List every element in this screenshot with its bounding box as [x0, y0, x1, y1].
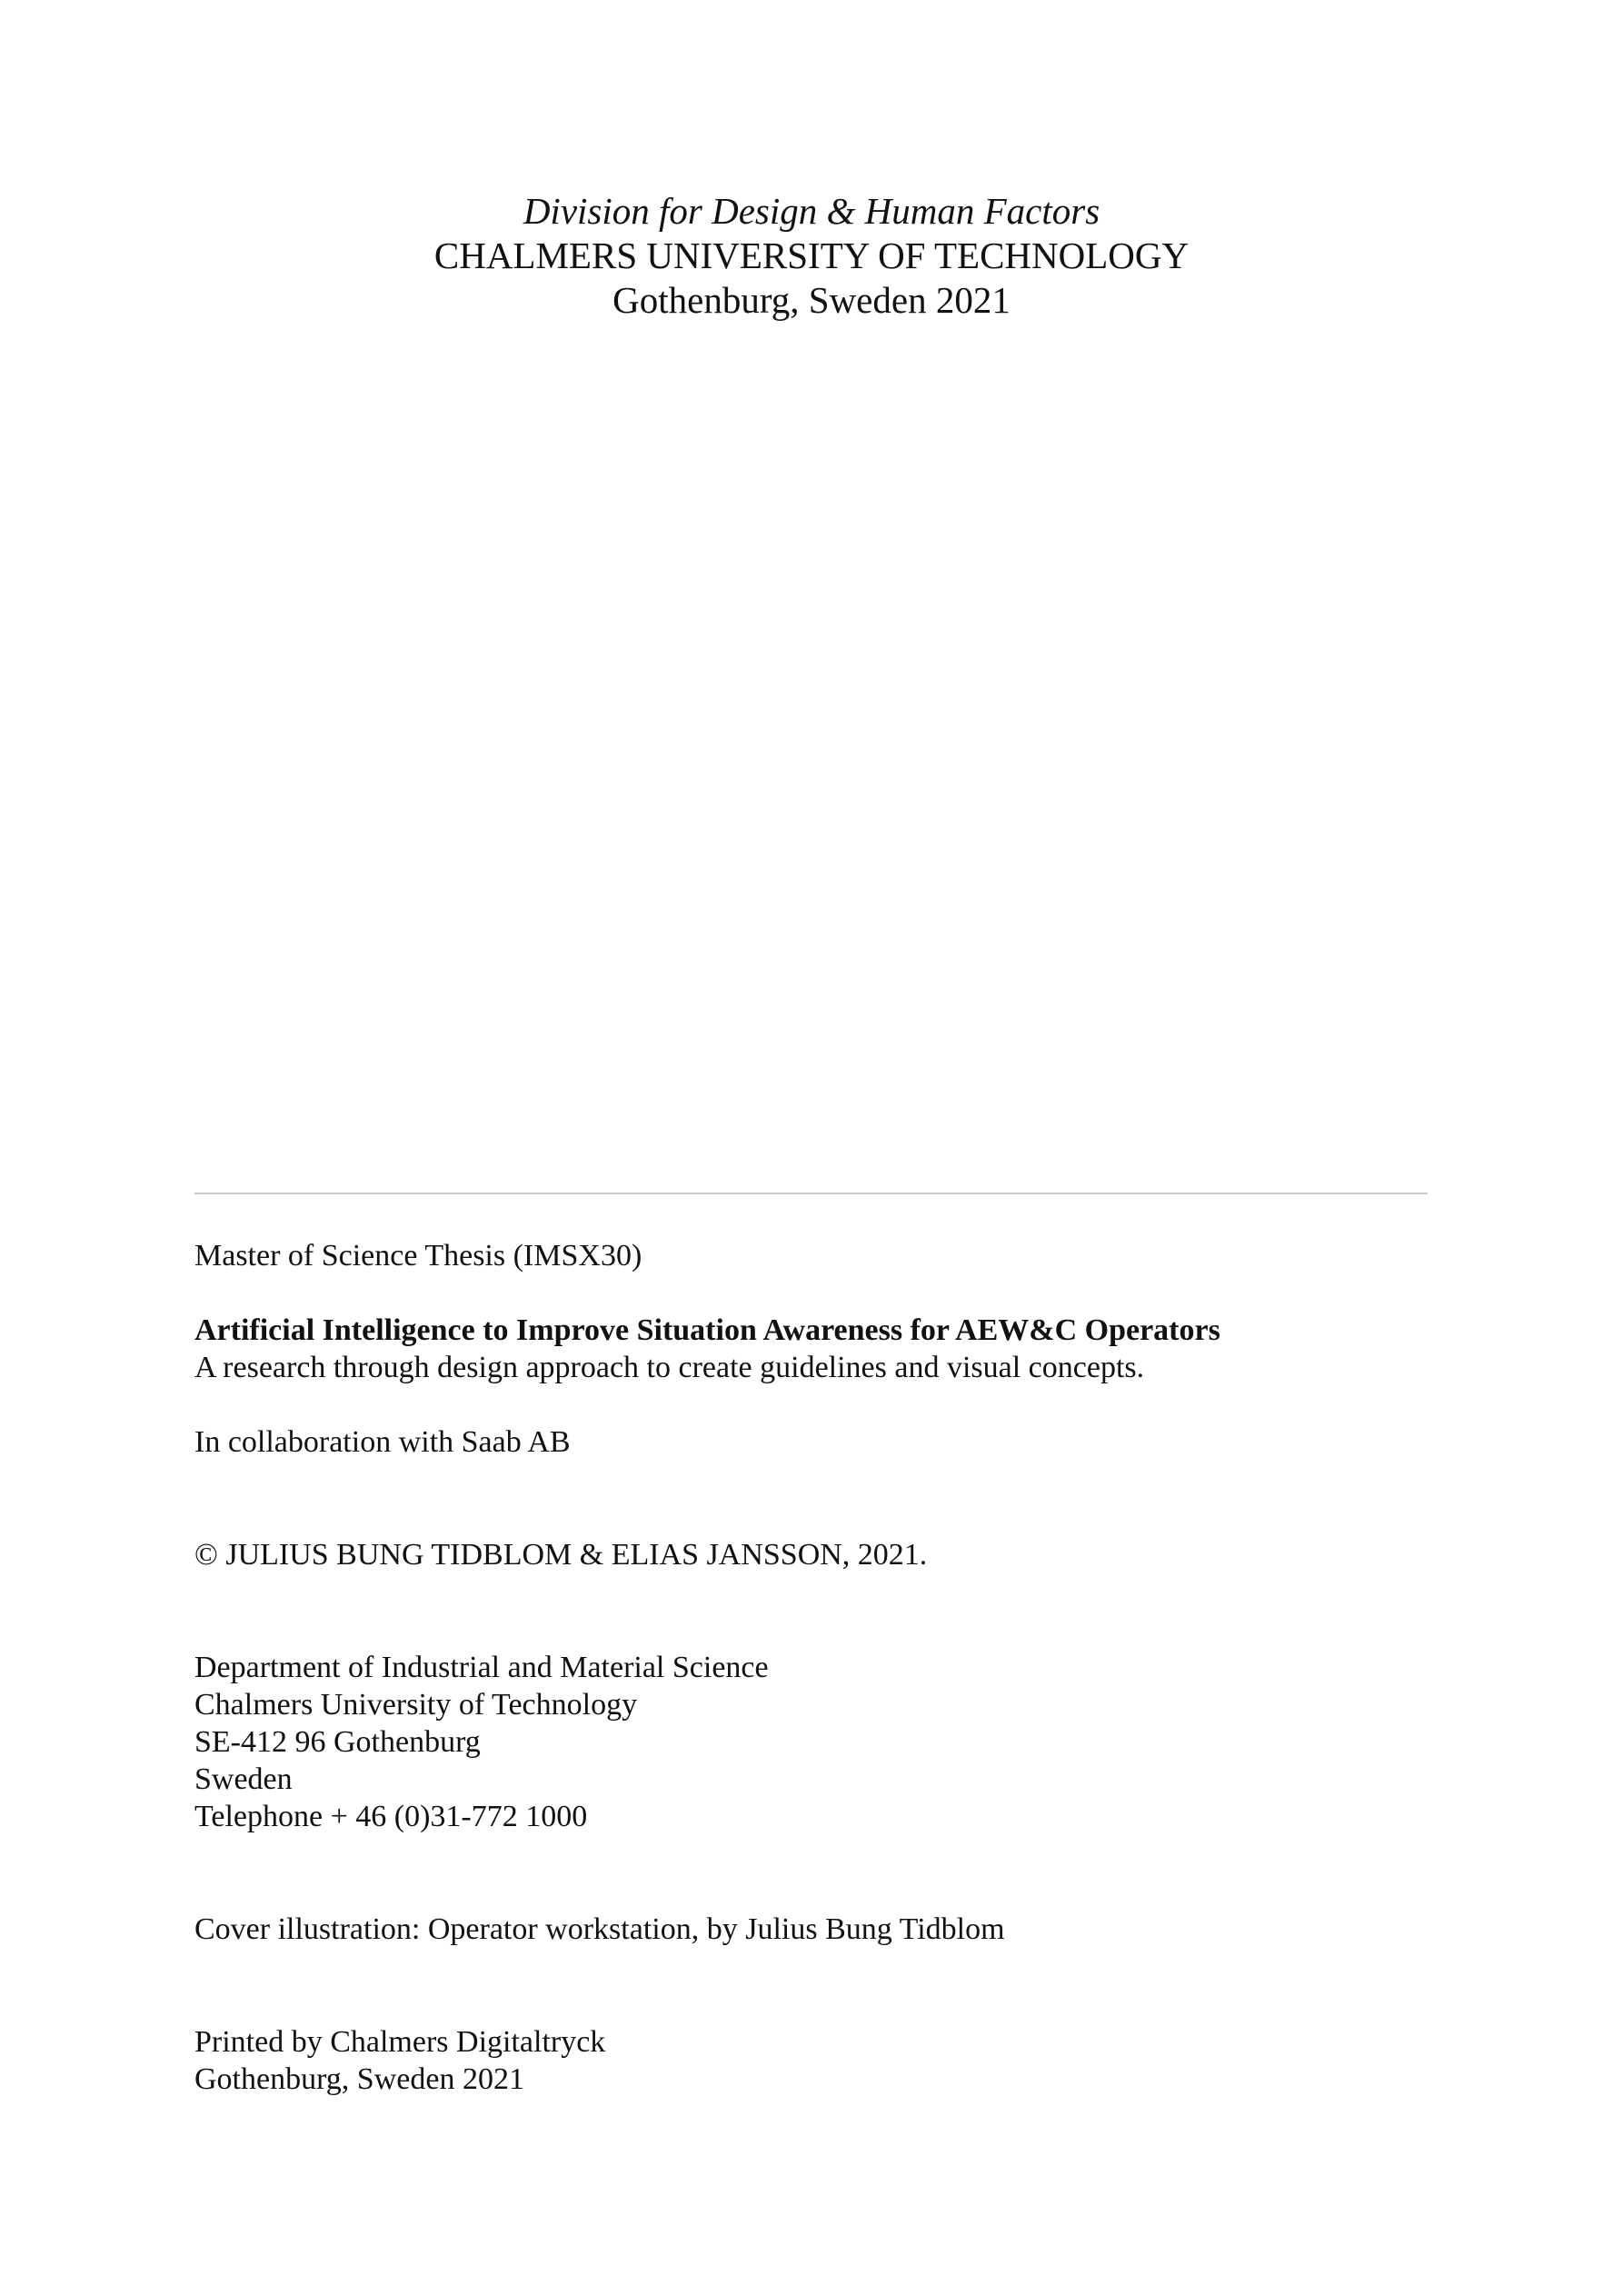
- thesis-type-text: Master of Science Thesis (IMSX30): [194, 1239, 642, 1273]
- cover-illustration-credit: [194, 1911, 1428, 1948]
- address-telephone: Telephone + 46 (0)31-772 1000: [194, 1800, 588, 1833]
- thesis-title-block: [194, 1312, 1428, 1386]
- division-name: Division for Design & Human Factors: [523, 190, 1100, 232]
- address-block: [194, 1649, 1428, 1835]
- cover-illustration-text: Cover illustration: Operator workstation, by Julius Bung Tidblom: [194, 1912, 1005, 1946]
- copyright-notice: [194, 1536, 1428, 1573]
- university-name: CHALMERS UNIVERSITY OF TECHNOLOGY: [433, 235, 1190, 276]
- printed-by: Printed by Chalmers Digitaltryck: [194, 2025, 606, 2059]
- thesis-title: Artificial Intelligence to Improve Situation Awareness for AEW&C Operators: [194, 1313, 1220, 1347]
- collaboration-text: In collaboration with Saab AB: [194, 1425, 571, 1459]
- printer-info: [194, 2023, 1428, 2098]
- printer-location-year: Gothenburg, Sweden 2021: [194, 2062, 524, 2096]
- address-department: Department of Industrial and Material Science: [194, 1651, 769, 1684]
- address-university: Chalmers University of Technology: [194, 1688, 638, 1722]
- horizontal-divider: [194, 1193, 1428, 1194]
- thesis-subtitle: A research through design approach to create guidelines and visual concepts.: [194, 1351, 1145, 1384]
- thesis-type: [194, 1237, 1428, 1274]
- page-header: [0, 189, 1623, 323]
- header-location-year: Gothenburg, Sweden 2021: [612, 279, 1011, 321]
- address-country: Sweden: [194, 1762, 293, 1796]
- copyright-text: © JULIUS BUNG TIDBLOM & ELIAS JANSSON, 2021.: [194, 1538, 928, 1572]
- address-postal: SE-412 96 Gothenburg: [194, 1725, 481, 1759]
- collaboration-note: [194, 1423, 1428, 1461]
